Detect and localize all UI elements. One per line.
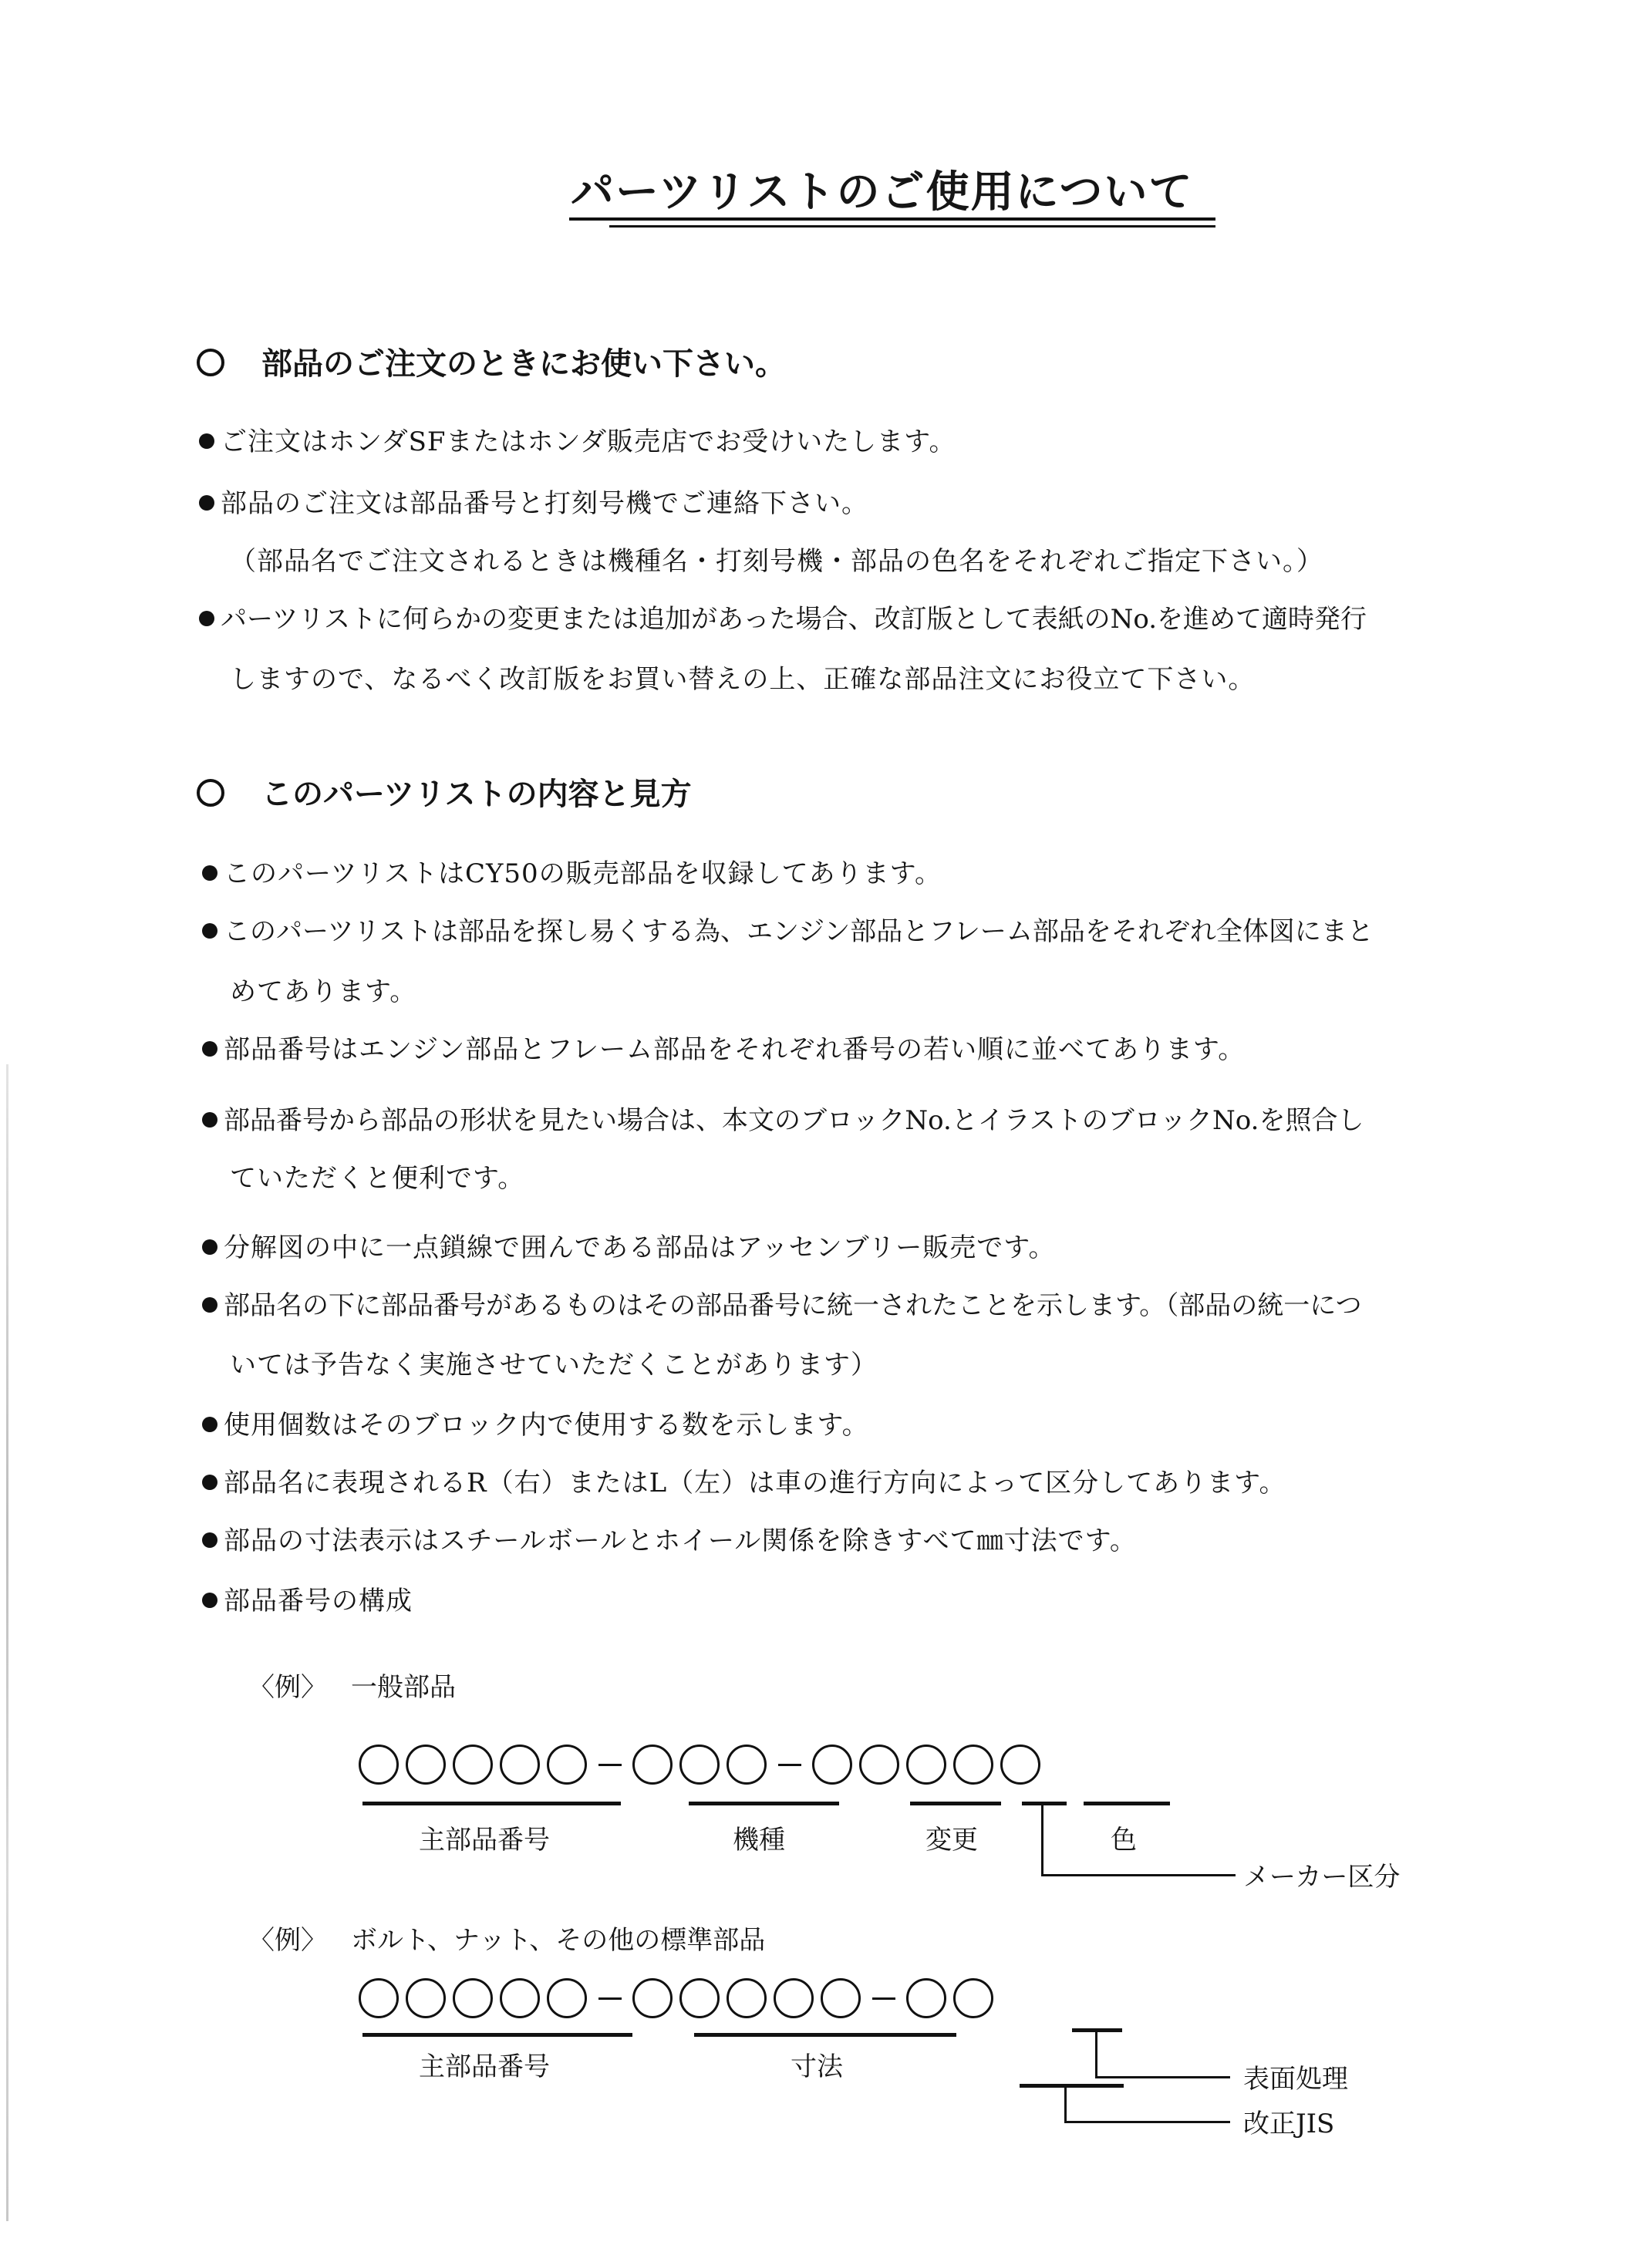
digit-circle-icon — [500, 1745, 540, 1785]
hyphen-dash — [778, 1764, 801, 1766]
example2-marker: 〈例〉 — [248, 1925, 327, 1956]
section2-line: このパーツリストは部品を探し易くする為、エンジン部品とフレーム部品をそれぞれ全体図にまと — [202, 910, 1374, 948]
bullet-icon — [202, 1112, 217, 1128]
digit-circle-icon — [859, 1745, 899, 1785]
section1-line: しますので、なるべく改訂版をお買い替えの上、正確な部品注文にお役立て下さい。 — [230, 664, 1256, 695]
label-main-number-2: 主部品番号 — [419, 2051, 550, 2082]
open-circle-icon — [197, 779, 224, 807]
digit-circle-icon — [953, 1978, 993, 2018]
maker-underline — [1022, 1802, 1067, 1805]
main-number-underline-2 — [362, 2033, 632, 2037]
section2-line: 部品番号から部品の形状を見たい場合は、本文のブロックNo.とイラストのブロックNo.を照合し — [202, 1099, 1364, 1137]
example1-part-number-pattern — [359, 1745, 1047, 1785]
hyphen-dash — [872, 1997, 895, 2000]
section2-line: 部品番号の構成 — [202, 1579, 413, 1617]
digit-circle-icon — [727, 1978, 767, 2018]
digit-circle-icon — [453, 1978, 493, 2018]
change-underline — [910, 1802, 1001, 1805]
example1-marker: 〈例〉 — [248, 1672, 327, 1703]
section1-line: パーツリストに何らかの変更または追加があった場合、改訂版として表紙のNo.を進めて適時発行 — [199, 598, 1367, 635]
surface-connector-horizontal — [1095, 2076, 1230, 2078]
surface-connector-vertical — [1095, 2031, 1097, 2078]
digit-circle-icon — [953, 1745, 993, 1785]
bullet-icon — [199, 495, 214, 511]
digit-circle-icon — [632, 1978, 673, 2018]
hyphen-dash — [598, 1997, 622, 2000]
model-underline — [689, 1802, 839, 1805]
digit-circle-icon — [1000, 1745, 1040, 1785]
bullet-icon — [202, 923, 217, 939]
example2-part-number-pattern — [359, 1978, 1000, 2018]
label-surface: 表面処理 — [1243, 2064, 1348, 2095]
digit-circle-icon — [547, 1745, 587, 1785]
bullet-icon — [202, 1417, 217, 1432]
jis-connector-horizontal — [1064, 2121, 1230, 2123]
section1-line: （部品名でご注文されるときは機種名・打刻号機・部品の色名をそれぞれご指定下さい。） — [230, 546, 1323, 577]
section1-line: 部品のご注文は部品番号と打刻号機でご連絡下さい。 — [199, 482, 868, 520]
label-maker: メーカー区分 — [1243, 1862, 1401, 1893]
digit-circle-icon — [727, 1745, 767, 1785]
size-underline — [694, 2033, 956, 2037]
digit-circle-icon — [359, 1978, 399, 2018]
label-change: 変更 — [925, 1825, 978, 1856]
digit-circle-icon — [774, 1978, 814, 2018]
digit-circle-icon — [906, 1978, 946, 2018]
section2-line: めてあります。 — [230, 976, 417, 1007]
bullet-icon — [199, 611, 214, 626]
section2-line: ていただくと便利です。 — [230, 1163, 525, 1194]
title-underline — [569, 217, 1215, 221]
label-jis: 改正JIS — [1243, 2109, 1335, 2139]
example2-label: ボルト、ナット、その他の標準部品 — [351, 1925, 766, 1956]
digit-circle-icon — [453, 1745, 493, 1785]
color-underline — [1084, 1802, 1170, 1805]
digit-circle-icon — [906, 1745, 946, 1785]
jis-underline — [1020, 2084, 1124, 2088]
bullet-icon — [202, 1475, 217, 1490]
page-title: パーツリストのご使用について — [571, 167, 1194, 217]
open-circle-icon — [197, 349, 224, 376]
label-model: 機種 — [733, 1825, 785, 1856]
section2-line: 部品名に表現されるR（右）またはL（左）は車の進行方向によって区分してあります。 — [202, 1461, 1286, 1499]
title-underline-second — [609, 225, 1215, 228]
label-main-number: 主部品番号 — [419, 1825, 550, 1856]
bullet-icon — [202, 1532, 217, 1548]
bullet-icon — [202, 1297, 217, 1313]
hyphen-dash — [598, 1764, 622, 1766]
bullet-icon — [202, 1239, 217, 1255]
digit-circle-icon — [406, 1978, 446, 2018]
maker-connector-horizontal — [1041, 1874, 1236, 1876]
digit-circle-icon — [679, 1978, 720, 2018]
section2-line: このパーツリストはCY50の販売部品を収録してあります。 — [202, 852, 942, 890]
bullet-icon — [202, 1593, 217, 1608]
section2-line: 部品名の下に部品番号があるものはその部品番号に統一されたことを示します。（部品の統一につ — [202, 1284, 1362, 1322]
section1-line: ご注文はホンダSFまたはホンダ販売店でお受けいたします。 — [199, 420, 956, 458]
maker-connector-vertical — [1041, 1805, 1043, 1876]
section2-line: 使用個数はそのブロック内で使用する数を示します。 — [202, 1404, 869, 1441]
section2-line: 部品番号はエンジン部品とフレーム部品をそれぞれ番号の若い順に並べてあります。 — [202, 1028, 1245, 1066]
digit-circle-icon — [500, 1978, 540, 2018]
main-number-underline — [362, 1802, 621, 1805]
digit-circle-icon — [812, 1745, 852, 1785]
section1-heading: 部品のご注文のときにお使い下さい。 — [197, 339, 786, 383]
digit-circle-icon — [679, 1745, 720, 1785]
section2-heading: このパーツリストの内容と見方 — [197, 770, 692, 814]
digit-circle-icon — [359, 1745, 399, 1785]
bullet-icon — [199, 433, 214, 449]
section2-line: 部品の寸法表示はスチールボールとホイール関係を除きすべて㎜寸法です。 — [202, 1519, 1137, 1557]
digit-circle-icon — [821, 1978, 861, 2018]
digit-circle-icon — [406, 1745, 446, 1785]
section2-line: いては予告なく実施させていただくことがあります） — [230, 1350, 878, 1380]
scan-edge-shadow — [6, 1064, 8, 2221]
example1-label: 一般部品 — [351, 1672, 456, 1703]
digit-circle-icon — [632, 1745, 673, 1785]
section2-line: 分解図の中に一点鎖線で囲んである部品はアッセンブリー販売です。 — [202, 1226, 1056, 1264]
bullet-icon — [202, 865, 217, 881]
label-color: 色 — [1111, 1825, 1137, 1856]
bullet-icon — [202, 1041, 217, 1057]
digit-circle-icon — [547, 1978, 587, 2018]
jis-connector-vertical — [1064, 2087, 1067, 2122]
label-size: 寸法 — [791, 2051, 843, 2082]
